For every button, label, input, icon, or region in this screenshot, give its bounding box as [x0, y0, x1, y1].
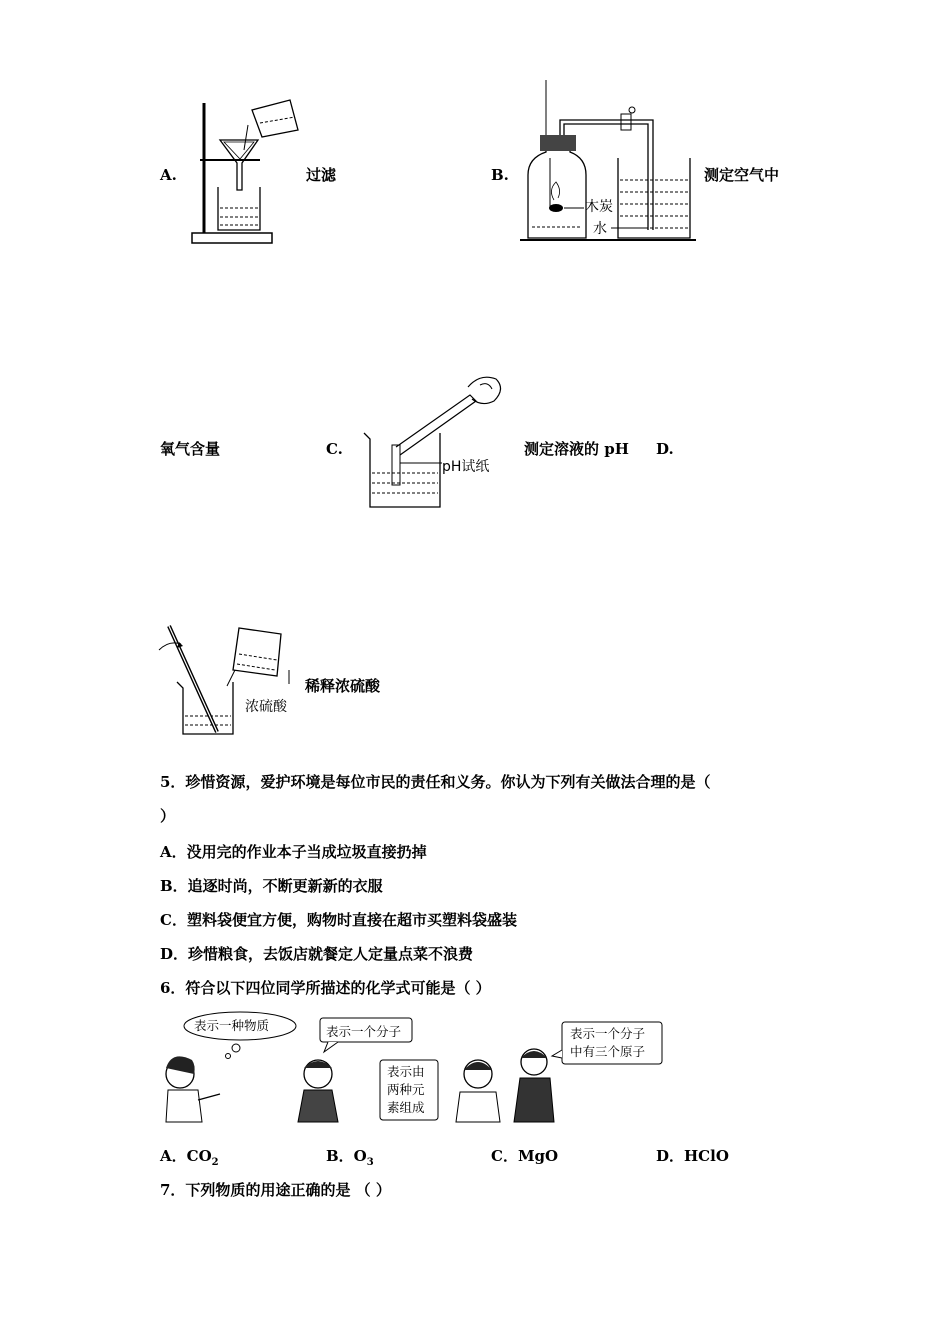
- q6-option-b: B．$O_3$: [326, 1147, 374, 1168]
- q6-stem: 6．符合以下四位同学所描述的化学式可能是（ ）: [160, 979, 491, 997]
- q5-option-d: D．珍惜粮食，去饭店就餐定人定量点菜不浪费: [160, 945, 474, 963]
- bubble-1-text: 表示一种物质: [194, 1018, 270, 1033]
- filtration-apparatus-figure: [190, 95, 310, 255]
- option-d-letter: D.: [656, 440, 674, 458]
- ph-paper-label: pH试纸: [442, 459, 490, 475]
- bubble-2-text: 表示一个分子: [326, 1024, 402, 1039]
- q6-option-d: D．HClO: [656, 1147, 729, 1165]
- q5-stem-line1: 5．珍惜资源，爱护环境是每位市民的责任和义务。你认为下列有关做法合理的是（: [160, 773, 711, 791]
- dilute-sulfuric-acid-figure: [155, 620, 305, 745]
- ph-measurement-figure: [360, 365, 510, 515]
- q5-option-b: B．追逐时尚，不断更新新的衣服: [160, 877, 383, 895]
- bubble-3-line1: 表示由: [387, 1064, 425, 1079]
- option-b-text-line1: 测定空气中: [704, 166, 780, 184]
- option-a-letter: A.: [160, 166, 177, 184]
- option-b-letter: B.: [491, 166, 509, 184]
- option-c-letter: C.: [326, 440, 343, 458]
- bubble-4-line1: 表示一个分子: [570, 1026, 646, 1041]
- q6-option-a: A．$CO_2$: [160, 1147, 219, 1168]
- q5-stem-line2: ）: [160, 807, 176, 825]
- concentrated-acid-label: 浓硫酸: [245, 699, 287, 715]
- bubble-3-line2: 两种元: [387, 1082, 425, 1097]
- q5-option-c: C．塑料袋便宜方便，购物时直接在超市买塑料袋盛装: [160, 911, 517, 929]
- q5-option-a: A．没用完的作业本子当成垃圾直接扔掉: [160, 843, 427, 861]
- oxygen-content-apparatus-figure: [518, 80, 703, 250]
- option-d-text: 稀释浓硫酸: [305, 677, 381, 695]
- bubble-4-line2: 中有三个原子: [570, 1044, 646, 1059]
- bubble-3-line3: 素组成: [387, 1100, 425, 1115]
- water-label: 水: [593, 221, 607, 237]
- q7-stem: 7．下列物质的用途正确的是 （ ）: [160, 1181, 391, 1199]
- option-b-text-line2: 氧气含量: [160, 440, 221, 458]
- q6-option-c: C．MgO: [491, 1147, 559, 1165]
- charcoal-label: 木炭: [585, 199, 613, 215]
- option-c-text: 测定溶液的 pH: [524, 440, 629, 458]
- option-a-text: 过滤: [306, 166, 337, 184]
